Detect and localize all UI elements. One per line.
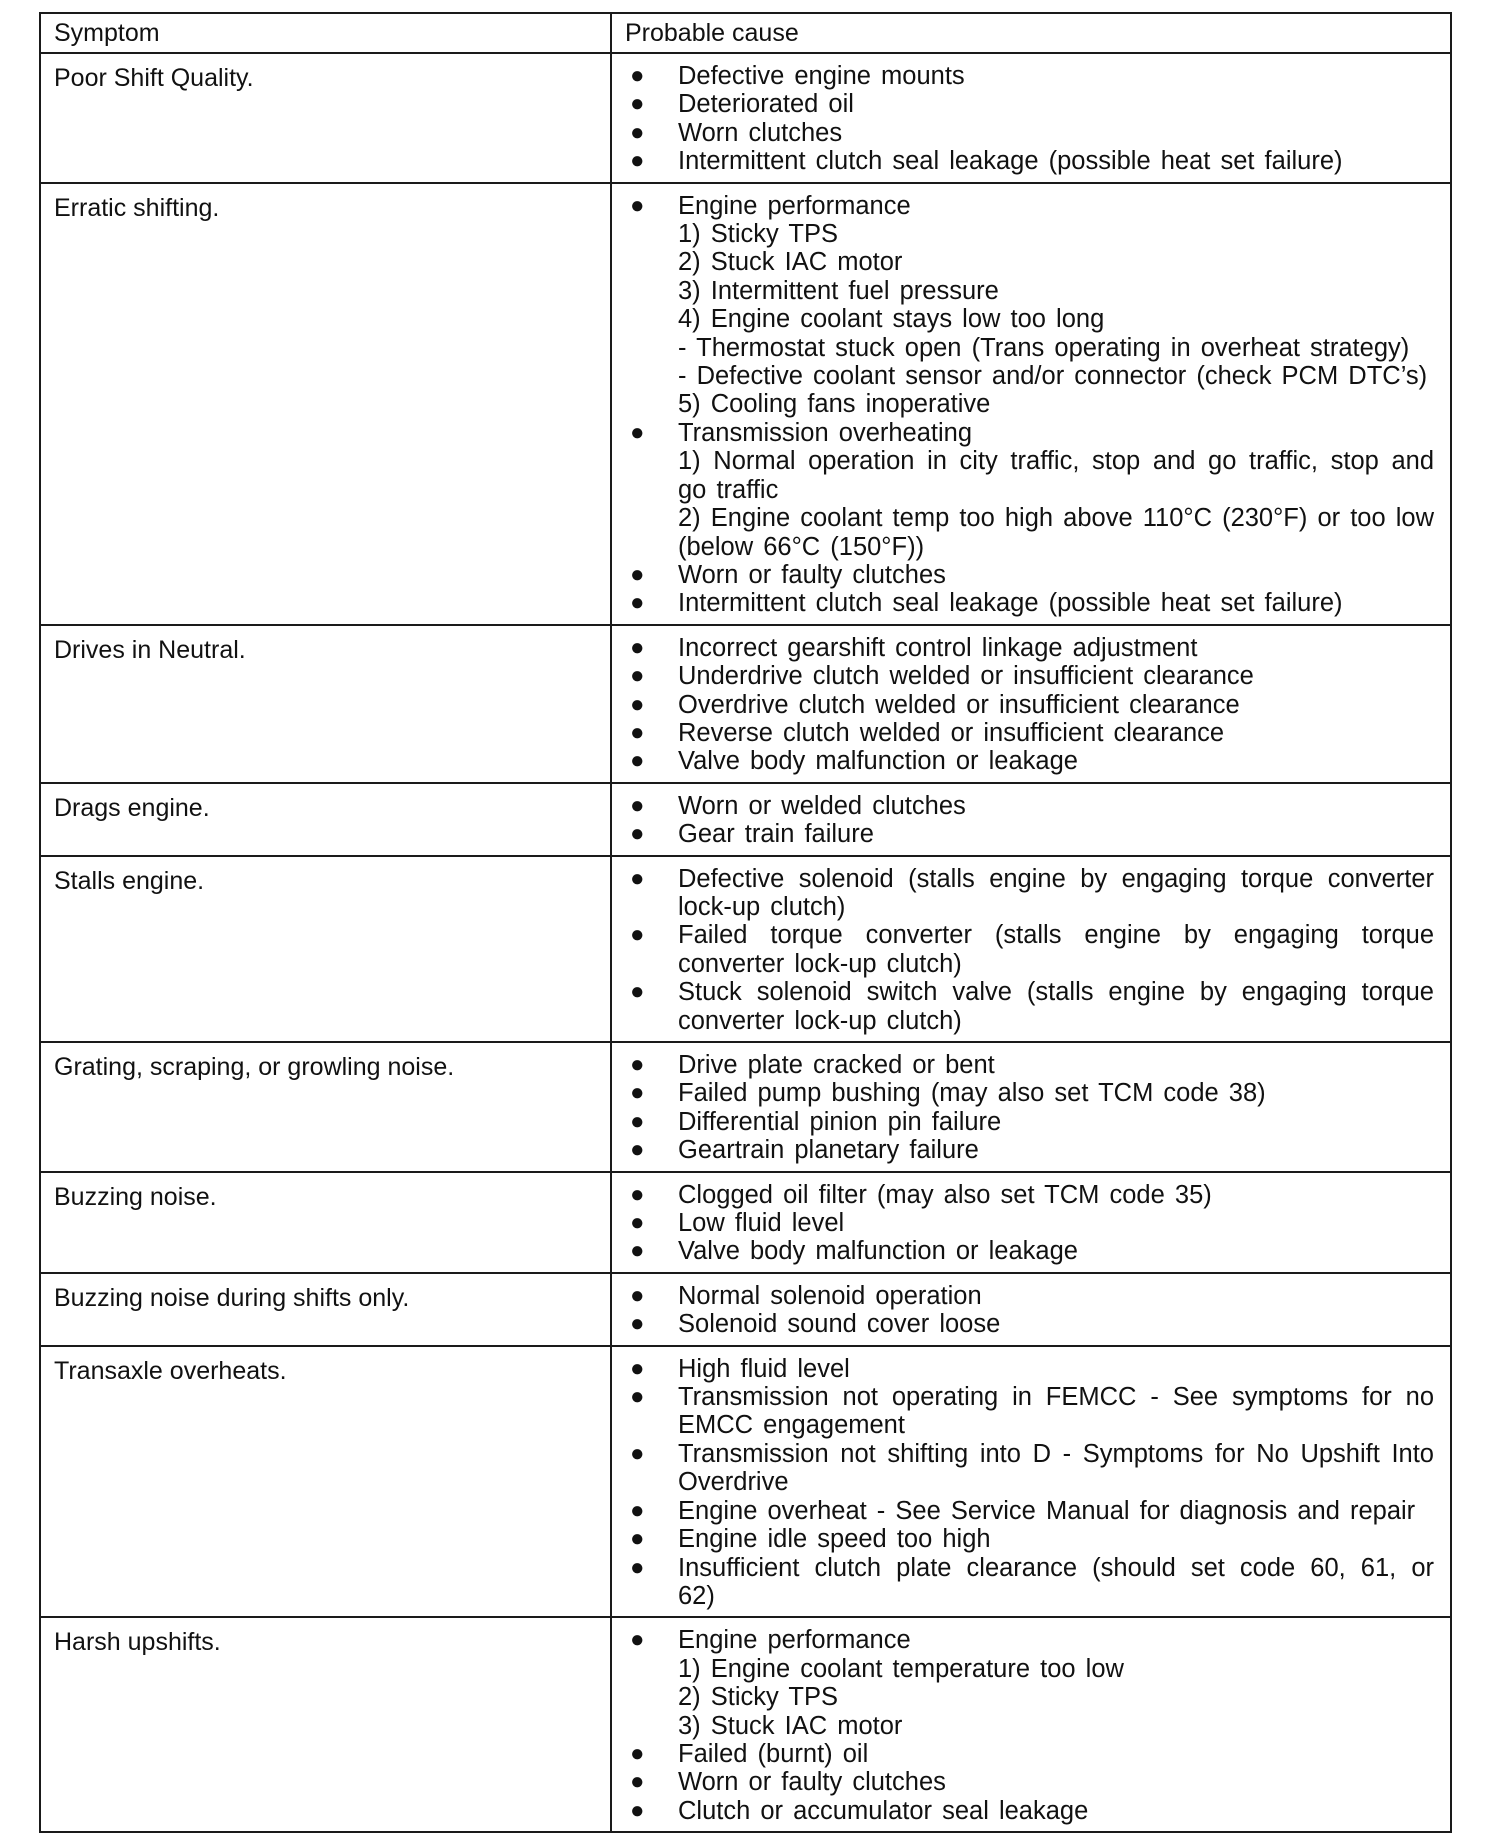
cause-cell (611, 1172, 1451, 1273)
symptom-text: Drives in Neutral. (54, 635, 246, 664)
cause-list (612, 1347, 1450, 1617)
cause-item (612, 662, 1434, 690)
bullet-icon: ● (630, 1496, 645, 1524)
bullet-icon: ● (630, 1180, 645, 1208)
cause-cell (611, 1273, 1451, 1346)
cause-text: Transmission not shifting into D - Symptoms for No Upshift Into Overdrive (678, 1439, 1434, 1497)
header-symptom: Symptom (54, 19, 160, 47)
cause-subitem: - Thermostat stuck open (Trans operating in overheat strategy) (678, 333, 1410, 362)
cause-item (612, 1440, 1434, 1497)
cause-list (612, 1274, 1450, 1345)
cause-cell (611, 1042, 1451, 1172)
cause-item (612, 820, 1434, 848)
cause-item (612, 192, 1434, 419)
symptom-text: Poor Shift Quality. (54, 64, 254, 92)
cause-text: Worn or faulty clutches (678, 1768, 946, 1797)
cause-item (612, 1079, 1434, 1107)
cause-text: Clogged oil filter (may also set TCM code 35) (678, 1180, 1212, 1209)
cause-text: Engine overheat - See Service Manual for diagnosis and repair (678, 1496, 1416, 1525)
cause-item (612, 1181, 1434, 1209)
header-row (40, 13, 1451, 53)
cause-cell (611, 1617, 1451, 1832)
symptom-cell (40, 1273, 611, 1346)
cause-list (612, 784, 1450, 855)
cause-subitem: 5) Cooling fans inoperative (678, 390, 991, 419)
cause-text: High fluid level (678, 1354, 850, 1383)
cause-subitem: 2) Sticky TPS (678, 1683, 838, 1712)
cause-list (612, 857, 1450, 1041)
cause-item (612, 634, 1434, 662)
cause-text: Drive plate cracked or bent (678, 1051, 995, 1079)
cause-text: Worn clutches (678, 118, 843, 147)
cause-text: Transmission overheating (678, 418, 973, 447)
cause-text: Engine performance (678, 191, 911, 220)
table-row (40, 783, 1451, 856)
bullet-icon: ● (630, 1136, 645, 1164)
table-row (40, 183, 1451, 625)
cause-item (612, 1525, 1434, 1553)
cause-cell (611, 1346, 1451, 1618)
table-row (40, 856, 1451, 1042)
bullet-icon: ● (630, 90, 645, 118)
bullet-icon: ● (630, 1051, 645, 1078)
bullet-icon: ● (630, 1281, 645, 1309)
cause-text: Intermittent clutch seal leakage (possible heat set failure) (678, 147, 1343, 176)
header-cell-cause (611, 13, 1451, 53)
cause-item (612, 1051, 1434, 1079)
cause-item (612, 1797, 1434, 1825)
bullet-icon: ● (630, 633, 645, 661)
cause-text: Differential pinion pin failure (678, 1107, 1002, 1136)
bullet-icon: ● (630, 147, 645, 175)
cause-item (612, 1383, 1434, 1440)
bullet-icon: ● (630, 791, 645, 819)
bullet-icon: ● (630, 1079, 645, 1107)
cause-item (612, 1310, 1434, 1338)
cause-subitem: 1) Engine coolant temperature too low (678, 1654, 1124, 1683)
cause-item (612, 719, 1434, 747)
cause-cell (611, 783, 1451, 856)
cause-subitem: 3) Intermittent fuel pressure (678, 276, 999, 305)
cause-text: Defective solenoid (stalls engine by engaging torque converter lock-up clutch) (678, 864, 1434, 921)
bullet-icon: ● (630, 1796, 645, 1824)
cause-item (612, 147, 1434, 175)
cause-list (612, 184, 1450, 624)
table-row (40, 53, 1451, 183)
symptom-cell (40, 783, 611, 856)
symptom-text: Buzzing noise during shifts only. (54, 1283, 410, 1312)
symptom-text: Buzzing noise. (54, 1182, 217, 1211)
cause-text: Overdrive clutch welded or insufficient clearance (678, 690, 1240, 719)
cause-item (612, 1282, 1434, 1310)
bullet-icon: ● (630, 864, 645, 892)
cause-list (612, 54, 1450, 182)
header-cell-symptom (40, 13, 611, 53)
cause-text: Failed pump bushing (may also set TCM code 38) (678, 1079, 1266, 1108)
bullet-icon: ● (630, 1107, 645, 1135)
cause-text: Solenoid sound cover loose (678, 1310, 1001, 1339)
symptom-text: Drags engine. (54, 793, 210, 822)
cause-text: Engine idle speed too high (678, 1525, 991, 1554)
table-row (40, 1172, 1451, 1273)
bullet-icon: ● (630, 1209, 645, 1237)
cause-text: Worn or welded clutches (678, 791, 966, 820)
cause-item (612, 1626, 1434, 1740)
cause-subitem: 2) Stuck IAC motor (678, 248, 903, 277)
symptom-text: Erratic shifting. (54, 193, 220, 222)
cause-item (612, 1497, 1434, 1525)
cause-text: Transmission not operating in FEMCC - See symptoms for no EMCC engagement (678, 1383, 1434, 1440)
cause-text: Failed (burnt) oil (678, 1739, 869, 1768)
cause-item (612, 1554, 1434, 1611)
bullet-icon: ● (630, 418, 645, 446)
table-body (40, 13, 1451, 1832)
cause-list (612, 626, 1450, 782)
cause-item (612, 1355, 1434, 1383)
cause-text: Gear train failure (678, 820, 874, 849)
bullet-icon: ● (630, 921, 645, 949)
symptom-cell (40, 856, 611, 1042)
troubleshooting-table (39, 12, 1452, 1833)
bullet-icon: ● (630, 1354, 645, 1382)
table-row (40, 1346, 1451, 1618)
bullet-icon: ● (630, 1525, 645, 1553)
cause-text: Normal solenoid operation (678, 1281, 982, 1310)
symptom-cell (40, 53, 611, 183)
cause-item (612, 589, 1434, 617)
cause-item (612, 561, 1434, 589)
cause-text: Stuck solenoid switch valve (stalls engine by engaging torque converter lock-up clutch) (678, 978, 1434, 1035)
cause-text: Clutch or accumulator seal leakage (678, 1796, 1089, 1825)
symptom-cell (40, 183, 611, 625)
bullet-icon: ● (630, 589, 645, 617)
cause-text: Failed torque converter (stalls engine by engaging torque converter lock-up clutch) (678, 921, 1434, 978)
cause-text: Engine performance (678, 1626, 911, 1655)
bullet-icon: ● (630, 1626, 645, 1654)
cause-item (612, 978, 1434, 1035)
cause-item (612, 1209, 1434, 1237)
cause-text: Underdrive clutch welded or insufficient clearance (678, 662, 1254, 691)
cause-subitem: - Defective coolant sensor and/or connector (check PCM DTC’s) (678, 362, 1428, 391)
cause-cell (611, 625, 1451, 783)
cause-subitem: 2) Engine coolant temp too high above 110°C (230°F) or too low (below 66°C (150°F)) (678, 504, 1435, 561)
cause-text: Valve body malfunction or leakage (678, 1237, 1078, 1266)
bullet-icon: ● (630, 1553, 645, 1581)
cause-text: Low fluid level (678, 1209, 845, 1238)
bullet-icon: ● (630, 191, 645, 219)
bullet-icon: ● (630, 1310, 645, 1338)
bullet-icon: ● (630, 62, 645, 89)
bullet-icon: ● (630, 1768, 645, 1796)
cause-text: Geartrain planetary failure (678, 1136, 979, 1165)
cause-item (612, 90, 1434, 118)
cause-item (612, 119, 1434, 147)
symptom-cell (40, 1617, 611, 1832)
table-row (40, 1042, 1451, 1172)
cause-text: Defective engine mounts (678, 62, 965, 90)
cause-subitem: 4) Engine coolant stays low too long (678, 305, 1105, 334)
cause-cell (611, 183, 1451, 625)
cause-subitem: 3) Stuck IAC motor (678, 1711, 903, 1740)
cause-item (612, 419, 1434, 561)
bullet-icon: ● (630, 820, 645, 848)
bullet-icon: ● (630, 747, 645, 775)
table-row (40, 625, 1451, 783)
cause-text: Insufficient clutch plate clearance (should set code 60, 61, or 62) (678, 1553, 1434, 1610)
cause-item (612, 747, 1434, 775)
symptom-text: Stalls engine. (54, 866, 205, 895)
cause-item (612, 1136, 1434, 1164)
cause-text: Incorrect gearshift control linkage adjustment (678, 633, 1198, 662)
cause-text: Worn or faulty clutches (678, 560, 946, 589)
cause-item (612, 62, 1434, 90)
bullet-icon: ● (630, 662, 645, 690)
cause-item (612, 921, 1434, 978)
bullet-icon: ● (630, 560, 645, 588)
table-row (40, 1273, 1451, 1346)
symptom-cell (40, 1346, 611, 1618)
bullet-icon: ● (630, 690, 645, 718)
symptom-cell (40, 1042, 611, 1172)
cause-item (612, 1237, 1434, 1265)
cause-cell (611, 53, 1451, 183)
cause-item (612, 1108, 1434, 1136)
bullet-icon: ● (630, 1439, 645, 1467)
cause-item (612, 792, 1434, 820)
bullet-icon: ● (630, 978, 645, 1006)
header-probable-cause: Probable cause (625, 19, 799, 47)
bullet-icon: ● (630, 1739, 645, 1767)
cause-item (612, 1740, 1434, 1768)
table-row (40, 1617, 1451, 1832)
symptom-text: Grating, scraping, or growling noise. (54, 1053, 455, 1081)
cause-text: Deteriorated oil (678, 90, 854, 119)
cause-text: Valve body malfunction or leakage (678, 747, 1078, 776)
cause-item (612, 865, 1434, 922)
cause-subitem: 1) Normal operation in city traffic, stop and go traffic, stop and go traffic (678, 447, 1434, 504)
bullet-icon: ● (630, 1237, 645, 1265)
cause-list (612, 1618, 1450, 1831)
symptom-text: Transaxle overheats. (54, 1356, 287, 1385)
symptom-text: Harsh upshifts. (54, 1628, 221, 1657)
cause-item (612, 1768, 1434, 1796)
cause-list (612, 1043, 1450, 1171)
cause-item (612, 691, 1434, 719)
bullet-icon: ● (630, 718, 645, 746)
bullet-icon: ● (630, 118, 645, 146)
bullet-icon: ● (630, 1383, 645, 1411)
cause-cell (611, 856, 1451, 1042)
cause-subitem: 1) Sticky TPS (678, 220, 838, 249)
cause-text: Reverse clutch welded or insufficient clearance (678, 718, 1225, 747)
symptom-cell (40, 625, 611, 783)
symptom-cell (40, 1172, 611, 1273)
cause-text: Intermittent clutch seal leakage (possible heat set failure) (678, 589, 1343, 618)
cause-list (612, 1173, 1450, 1272)
